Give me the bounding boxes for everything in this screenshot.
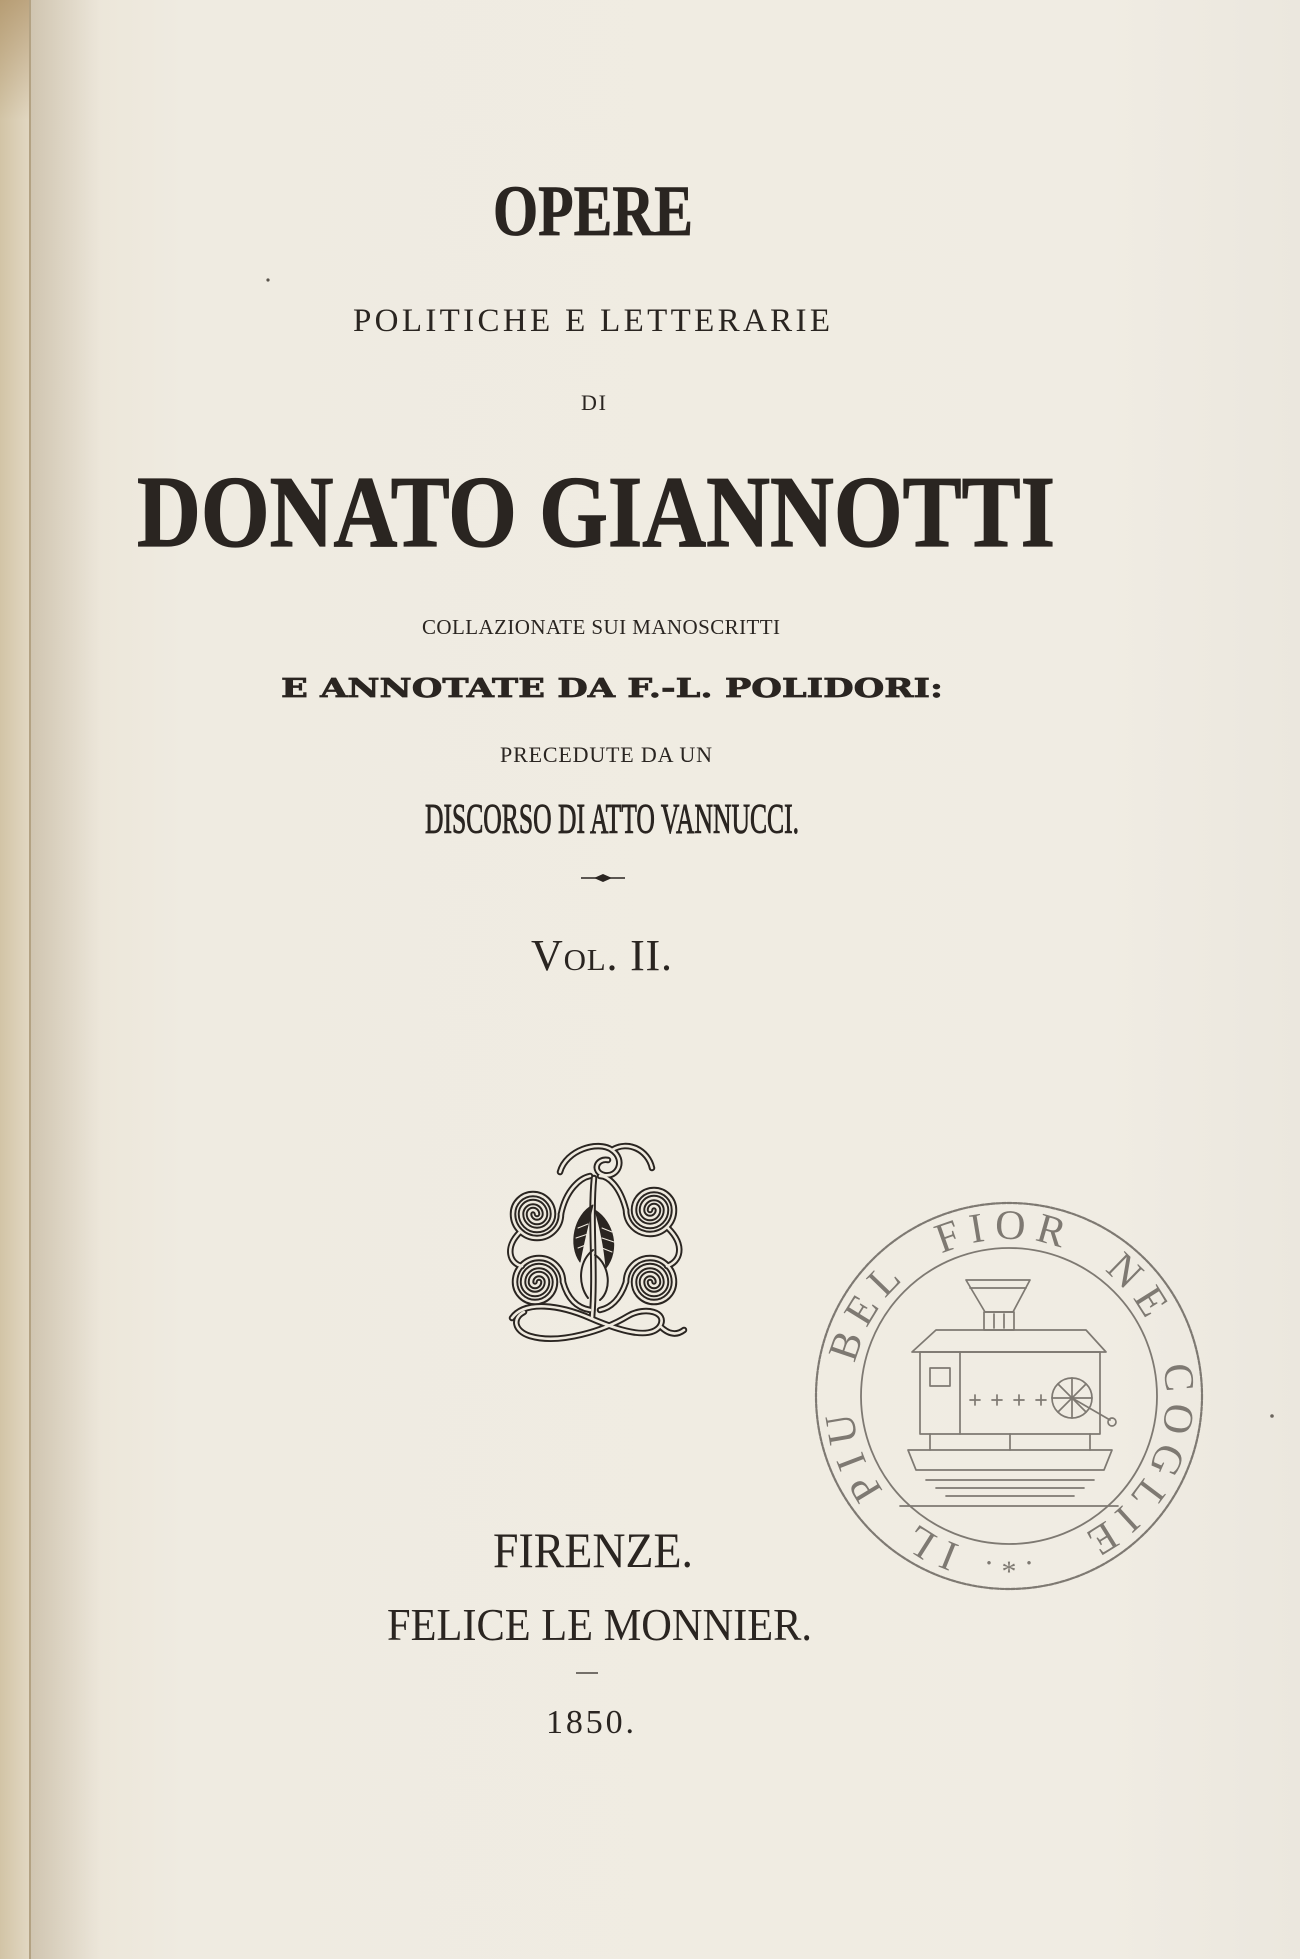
imprint-year: 1850. bbox=[546, 1704, 634, 1741]
annotation-line: E ANNOTATE DA F.-L. POLIDORI: bbox=[281, 674, 943, 704]
collation-line: COLLAZIONATE SUI MANOSCRITTI bbox=[422, 615, 780, 639]
stamp-separator: · * · bbox=[984, 1546, 1034, 1579]
imprint-publisher: FELICE LE MONNIER. bbox=[387, 1599, 812, 1650]
title-opere: OPERE bbox=[493, 171, 693, 251]
author-name: DONATO GIANNOTTI bbox=[137, 456, 1055, 569]
stamp-motto: IL PIU BEL FIOR NE COGLIE bbox=[815, 1202, 1203, 1580]
discourse-line: DISCORSO DI ATTO VANNUCCI. bbox=[425, 797, 799, 843]
paper-speck bbox=[266, 278, 269, 281]
paper-speck bbox=[1270, 1414, 1274, 1418]
di-line: DI bbox=[581, 390, 606, 415]
imprint-city: FIRENZE. bbox=[493, 1522, 693, 1578]
binding-shadow bbox=[31, 0, 101, 1959]
preceded-line: PRECEDUTE DA UN bbox=[500, 742, 712, 767]
subtitle: POLITICHE E LETTERARIE bbox=[353, 303, 830, 339]
binding-corner-stain bbox=[0, 0, 30, 120]
volume-number: Vol. II. bbox=[531, 931, 672, 980]
binding-edge bbox=[0, 0, 30, 1959]
